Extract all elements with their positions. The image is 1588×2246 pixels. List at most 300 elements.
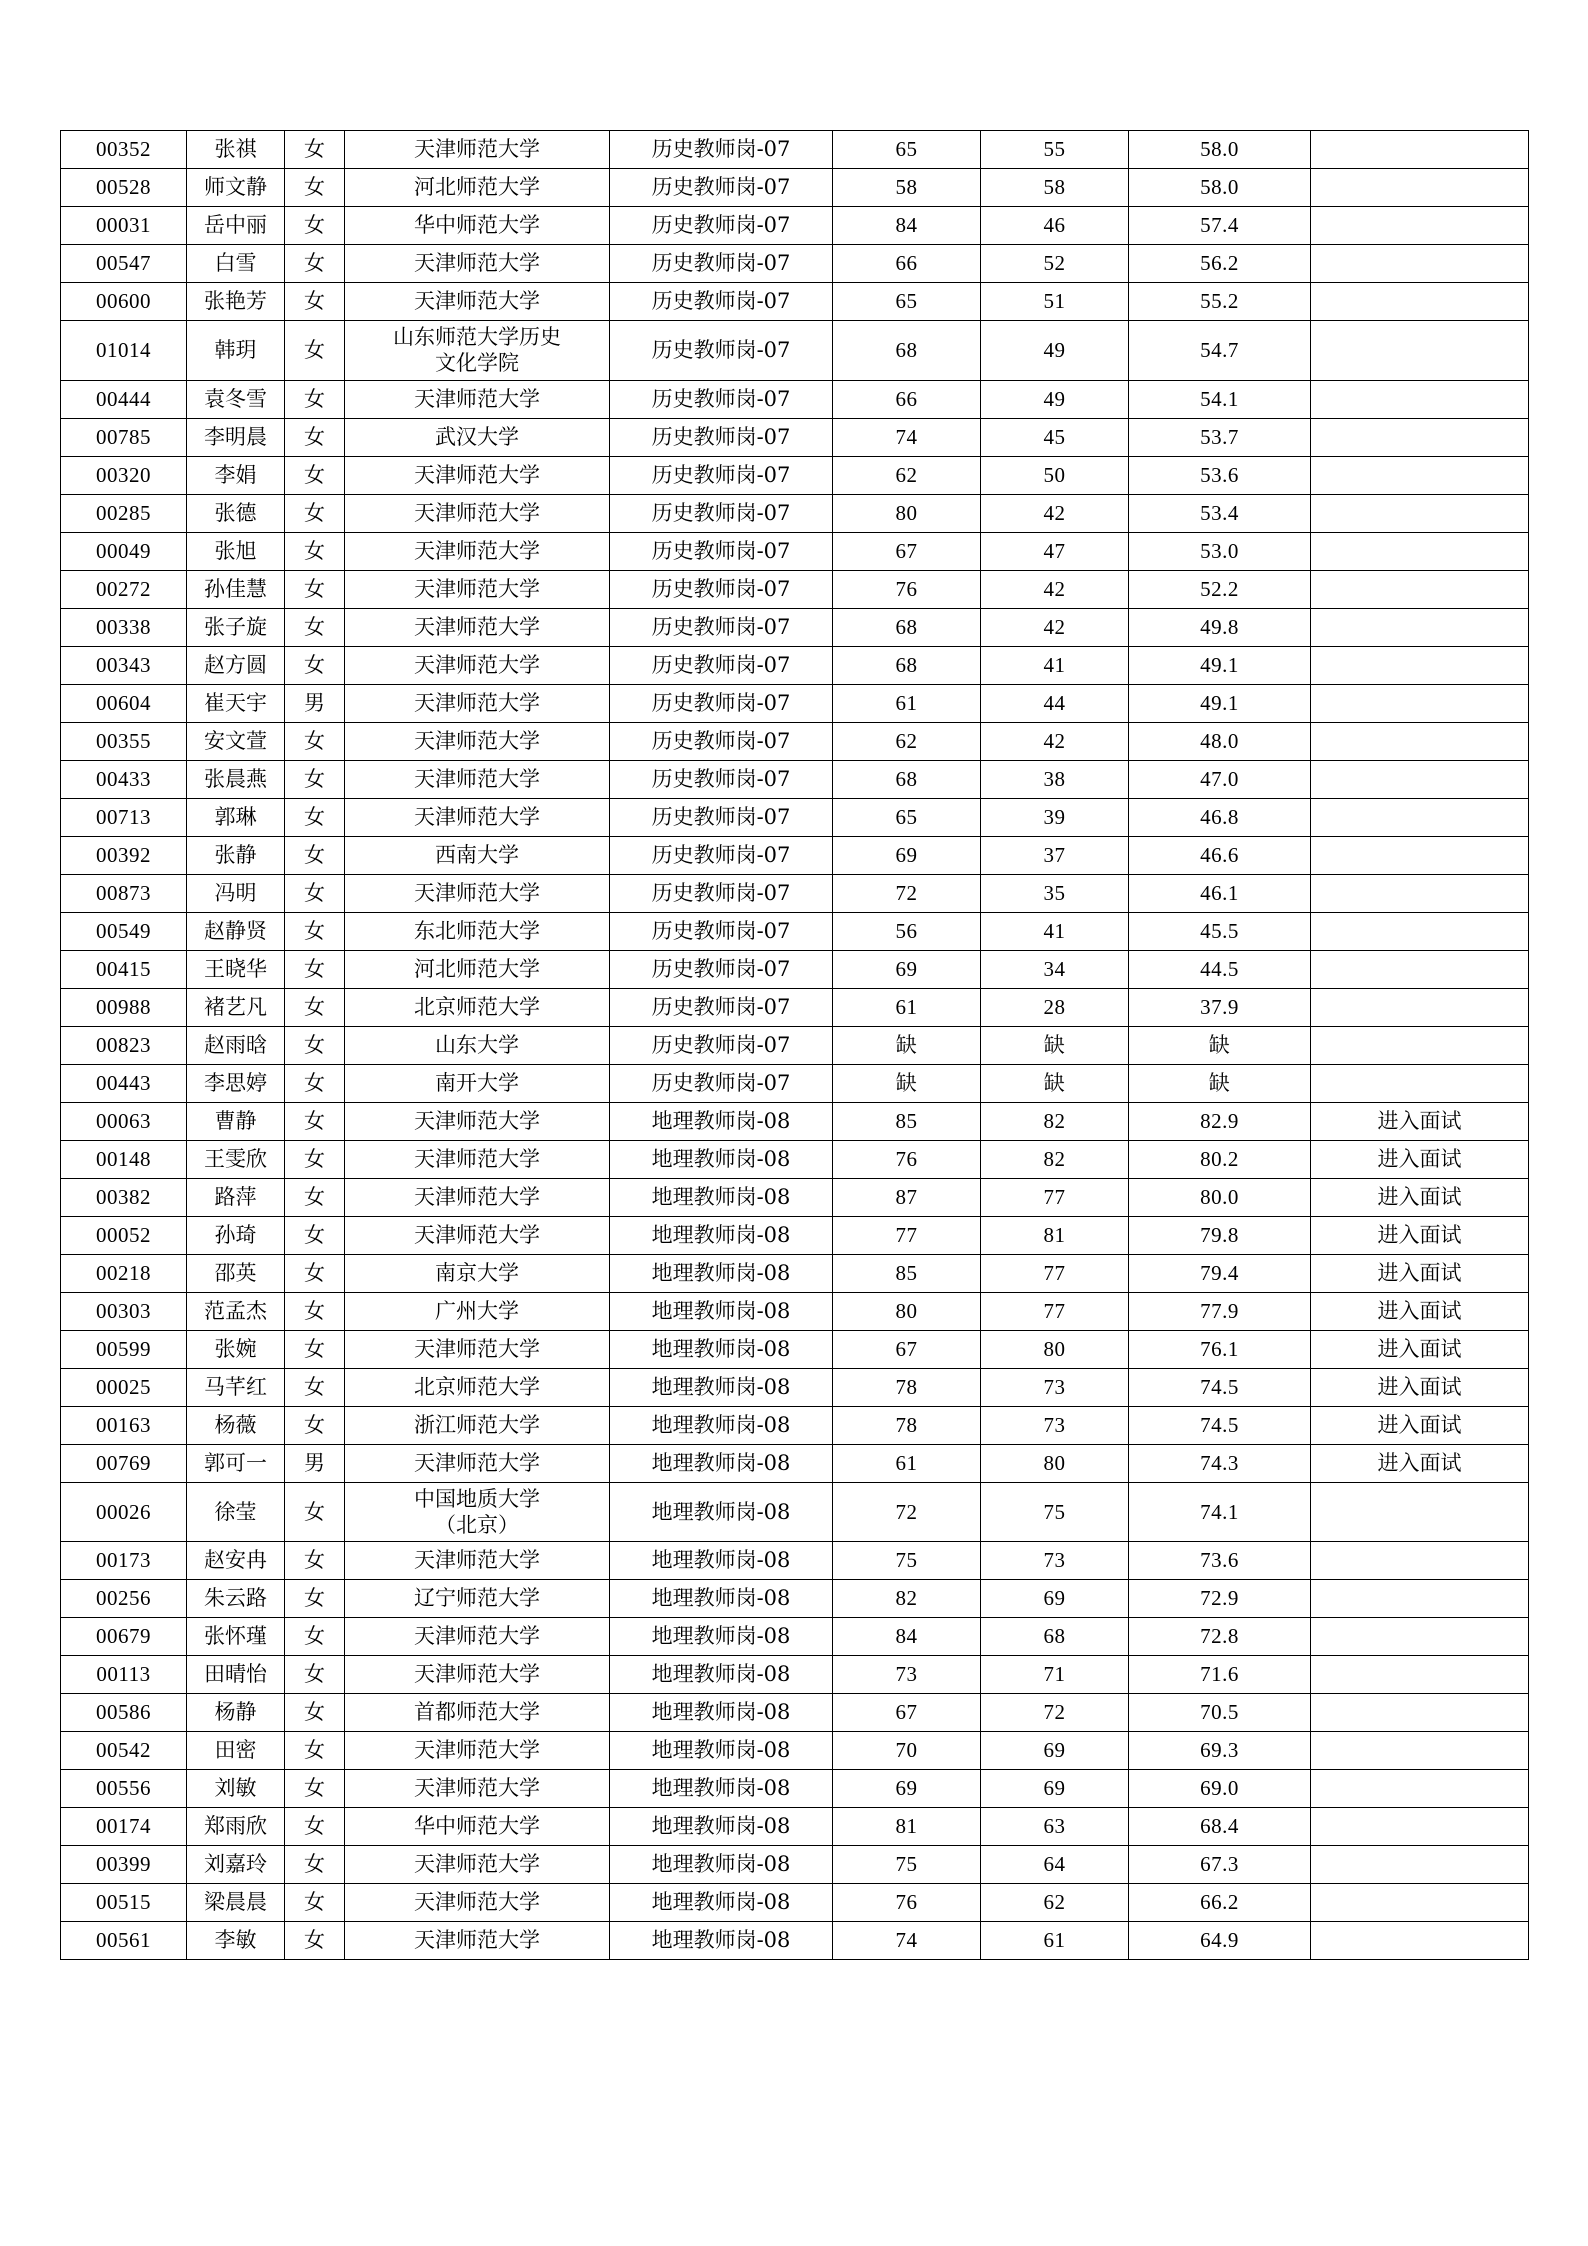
cell-total-score: 70.5 (1129, 1694, 1311, 1732)
cell-result (1311, 912, 1529, 950)
cell-score-1: 80 (833, 494, 981, 532)
cell-result (1311, 1808, 1529, 1846)
cell-result (1311, 1656, 1529, 1694)
cell-post: 历史教师岗-07 (610, 207, 833, 245)
cell-exam-id: 00988 (61, 988, 187, 1026)
cell-score-1: 65 (833, 131, 981, 169)
cell-school: 天津师范大学 (345, 1444, 610, 1482)
table-row (61, 950, 1529, 988)
cell-post: 地理教师岗-08 (610, 1770, 833, 1808)
cell-total-score: 49.1 (1129, 646, 1311, 684)
cell-total-score: 80.2 (1129, 1140, 1311, 1178)
cell-gender: 女 (285, 760, 345, 798)
cell-score-1: 缺 (833, 1026, 981, 1064)
cell-total-score: 47.0 (1129, 760, 1311, 798)
cell-post: 地理教师岗-08 (610, 1368, 833, 1406)
cell-total-score: 72.9 (1129, 1580, 1311, 1618)
cell-total-score: 53.4 (1129, 494, 1311, 532)
cell-post: 地理教师岗-08 (610, 1254, 833, 1292)
cell-candidate-name: 徐莹 (187, 1482, 285, 1542)
cell-gender: 女 (285, 380, 345, 418)
cell-score-1: 69 (833, 950, 981, 988)
cell-total-score: 74.5 (1129, 1406, 1311, 1444)
cell-result (1311, 1922, 1529, 1960)
cell-candidate-name: 张子旋 (187, 608, 285, 646)
cell-candidate-name: 安文萱 (187, 722, 285, 760)
cell-school: 浙江师范大学 (345, 1406, 610, 1444)
cell-total-score: 79.4 (1129, 1254, 1311, 1292)
cell-exam-id: 00547 (61, 245, 187, 283)
cell-gender: 女 (285, 1254, 345, 1292)
cell-post: 历史教师岗-07 (610, 874, 833, 912)
cell-exam-id: 00031 (61, 207, 187, 245)
cell-score-2: 69 (981, 1732, 1129, 1770)
cell-candidate-name: 邵英 (187, 1254, 285, 1292)
cell-post: 历史教师岗-07 (610, 950, 833, 988)
cell-candidate-name: 张晨燕 (187, 760, 285, 798)
cell-result (1311, 1770, 1529, 1808)
cell-candidate-name: 岳中丽 (187, 207, 285, 245)
cell-post: 地理教师岗-08 (610, 1482, 833, 1542)
cell-score-2: 73 (981, 1406, 1129, 1444)
table-row (61, 1922, 1529, 1960)
cell-gender: 女 (285, 1846, 345, 1884)
cell-school: 北京师范大学 (345, 988, 610, 1026)
cell-total-score: 45.5 (1129, 912, 1311, 950)
cell-exam-id: 00713 (61, 798, 187, 836)
cell-exam-id: 00549 (61, 912, 187, 950)
cell-exam-id: 00556 (61, 1770, 187, 1808)
cell-post: 历史教师岗-07 (610, 131, 833, 169)
table-row (61, 1542, 1529, 1580)
cell-exam-id: 00542 (61, 1732, 187, 1770)
table-row (61, 1292, 1529, 1330)
cell-post: 地理教师岗-08 (610, 1292, 833, 1330)
cell-result (1311, 494, 1529, 532)
cell-gender: 女 (285, 912, 345, 950)
cell-candidate-name: 赵静贤 (187, 912, 285, 950)
cell-gender: 女 (285, 798, 345, 836)
cell-score-2: 37 (981, 836, 1129, 874)
cell-result (1311, 760, 1529, 798)
cell-score-2: 52 (981, 245, 1129, 283)
cell-gender: 女 (285, 608, 345, 646)
table-row (61, 608, 1529, 646)
cell-result (1311, 1026, 1529, 1064)
cell-candidate-name: 孙佳慧 (187, 570, 285, 608)
cell-exam-id: 00785 (61, 418, 187, 456)
cell-total-score: 49.8 (1129, 608, 1311, 646)
cell-total-score: 82.9 (1129, 1102, 1311, 1140)
cell-score-2: 73 (981, 1542, 1129, 1580)
cell-exam-id: 00256 (61, 1580, 187, 1618)
table-row (61, 1846, 1529, 1884)
cell-score-2: 42 (981, 494, 1129, 532)
cell-candidate-name: 郑雨欣 (187, 1808, 285, 1846)
cell-post: 历史教师岗-07 (610, 283, 833, 321)
cell-result: 进入面试 (1311, 1254, 1529, 1292)
cell-score-1: 77 (833, 1216, 981, 1254)
cell-result (1311, 532, 1529, 570)
cell-score-2: 34 (981, 950, 1129, 988)
cell-score-1: 66 (833, 380, 981, 418)
cell-result (1311, 1580, 1529, 1618)
cell-gender: 女 (285, 874, 345, 912)
cell-score-1: 78 (833, 1406, 981, 1444)
cell-exam-id: 00515 (61, 1884, 187, 1922)
cell-score-1: 76 (833, 1140, 981, 1178)
cell-score-2: 69 (981, 1580, 1129, 1618)
cell-candidate-name: 李敏 (187, 1922, 285, 1960)
cell-exam-id: 00415 (61, 950, 187, 988)
table-row (61, 1026, 1529, 1064)
cell-score-1: 68 (833, 608, 981, 646)
cell-total-score: 71.6 (1129, 1656, 1311, 1694)
cell-score-1: 65 (833, 283, 981, 321)
cell-school: 天津师范大学 (345, 1102, 610, 1140)
cell-total-score: 66.2 (1129, 1884, 1311, 1922)
cell-score-1: 80 (833, 1292, 981, 1330)
cell-gender: 女 (285, 988, 345, 1026)
cell-post: 地理教师岗-08 (610, 1884, 833, 1922)
cell-result (1311, 321, 1529, 381)
cell-result (1311, 836, 1529, 874)
cell-exam-id: 00392 (61, 836, 187, 874)
cell-candidate-name: 张旭 (187, 532, 285, 570)
cell-result: 进入面试 (1311, 1140, 1529, 1178)
cell-school: 河北师范大学 (345, 950, 610, 988)
table-row (61, 684, 1529, 722)
cell-gender: 女 (285, 1618, 345, 1656)
cell-school: 辽宁师范大学 (345, 1580, 610, 1618)
cell-candidate-name: 田密 (187, 1732, 285, 1770)
cell-score-2: 35 (981, 874, 1129, 912)
cell-exam-id: 00063 (61, 1102, 187, 1140)
cell-score-1: 74 (833, 1922, 981, 1960)
cell-exam-id: 00343 (61, 646, 187, 684)
cell-school: 天津师范大学 (345, 1846, 610, 1884)
cell-score-2: 75 (981, 1482, 1129, 1542)
cell-gender: 女 (285, 321, 345, 381)
cell-school: 天津师范大学 (345, 494, 610, 532)
cell-score-2: 42 (981, 722, 1129, 760)
cell-gender: 女 (285, 1922, 345, 1960)
cell-school: 天津师范大学 (345, 131, 610, 169)
cell-score-1: 61 (833, 684, 981, 722)
cell-result (1311, 169, 1529, 207)
cell-candidate-name: 张静 (187, 836, 285, 874)
cell-gender: 女 (285, 494, 345, 532)
cell-score-2: 45 (981, 418, 1129, 456)
cell-score-1: 78 (833, 1368, 981, 1406)
cell-school: 中国地质大学 （北京） (345, 1482, 610, 1542)
cell-post: 历史教师岗-07 (610, 798, 833, 836)
cell-school: 武汉大学 (345, 418, 610, 456)
cell-post: 地理教师岗-08 (610, 1140, 833, 1178)
cell-total-score: 74.1 (1129, 1482, 1311, 1542)
cell-exam-id: 00561 (61, 1922, 187, 1960)
table-row (61, 1884, 1529, 1922)
cell-total-score: 46.1 (1129, 874, 1311, 912)
cell-school: 天津师范大学 (345, 646, 610, 684)
cell-score-2: 缺 (981, 1064, 1129, 1102)
cell-result: 进入面试 (1311, 1368, 1529, 1406)
cell-candidate-name: 赵方圆 (187, 646, 285, 684)
cell-score-2: 42 (981, 608, 1129, 646)
cell-exam-id: 00586 (61, 1694, 187, 1732)
cell-post: 历史教师岗-07 (610, 321, 833, 381)
cell-result: 进入面试 (1311, 1444, 1529, 1482)
cell-score-1: 85 (833, 1102, 981, 1140)
cell-result (1311, 245, 1529, 283)
cell-score-1: 61 (833, 1444, 981, 1482)
cell-candidate-name: 师文静 (187, 169, 285, 207)
cell-score-1: 87 (833, 1178, 981, 1216)
cell-score-2: 69 (981, 1770, 1129, 1808)
cell-exam-id: 00600 (61, 283, 187, 321)
cell-gender: 女 (285, 1770, 345, 1808)
cell-post: 历史教师岗-07 (610, 456, 833, 494)
table-row (61, 722, 1529, 760)
cell-result (1311, 608, 1529, 646)
table-row (61, 760, 1529, 798)
cell-exam-id: 00303 (61, 1292, 187, 1330)
table-row (61, 380, 1529, 418)
table-row (61, 321, 1529, 381)
table-row (61, 418, 1529, 456)
cell-gender: 女 (285, 1216, 345, 1254)
cell-score-1: 67 (833, 1330, 981, 1368)
cell-candidate-name: 杨薇 (187, 1406, 285, 1444)
cell-post: 历史教师岗-07 (610, 684, 833, 722)
cell-candidate-name: 杨静 (187, 1694, 285, 1732)
cell-total-score: 58.0 (1129, 131, 1311, 169)
table-row (61, 1580, 1529, 1618)
cell-total-score: 52.2 (1129, 570, 1311, 608)
cell-candidate-name: 白雪 (187, 245, 285, 283)
table-row (61, 570, 1529, 608)
table-row (61, 912, 1529, 950)
cell-post: 地理教师岗-08 (610, 1580, 833, 1618)
cell-candidate-name: 路萍 (187, 1178, 285, 1216)
cell-total-score: 72.8 (1129, 1618, 1311, 1656)
cell-score-2: 49 (981, 321, 1129, 381)
table-row (61, 1808, 1529, 1846)
cell-gender: 女 (285, 1884, 345, 1922)
table-row (61, 169, 1529, 207)
cell-gender: 女 (285, 207, 345, 245)
cell-gender: 女 (285, 722, 345, 760)
table-row (61, 1406, 1529, 1444)
cell-result (1311, 1618, 1529, 1656)
cell-total-score: 44.5 (1129, 950, 1311, 988)
cell-exam-id: 00173 (61, 1542, 187, 1580)
cell-score-1: 缺 (833, 1064, 981, 1102)
cell-post: 地理教师岗-08 (610, 1618, 833, 1656)
cell-score-1: 84 (833, 1618, 981, 1656)
cell-result (1311, 950, 1529, 988)
cell-exam-id: 00026 (61, 1482, 187, 1542)
cell-exam-id: 00443 (61, 1064, 187, 1102)
cell-gender: 女 (285, 1140, 345, 1178)
cell-gender: 女 (285, 169, 345, 207)
cell-post: 地理教师岗-08 (610, 1656, 833, 1694)
cell-school: 天津师范大学 (345, 608, 610, 646)
cell-gender: 女 (285, 1102, 345, 1140)
cell-total-score: 73.6 (1129, 1542, 1311, 1580)
table-row (61, 245, 1529, 283)
cell-exam-id: 00679 (61, 1618, 187, 1656)
cell-school: 天津师范大学 (345, 1770, 610, 1808)
cell-score-1: 84 (833, 207, 981, 245)
cell-candidate-name: 刘敏 (187, 1770, 285, 1808)
cell-score-1: 62 (833, 722, 981, 760)
cell-result (1311, 1694, 1529, 1732)
cell-result: 进入面试 (1311, 1216, 1529, 1254)
cell-gender: 女 (285, 245, 345, 283)
table-row (61, 874, 1529, 912)
cell-score-2: 51 (981, 283, 1129, 321)
cell-score-2: 72 (981, 1694, 1129, 1732)
table-row (61, 988, 1529, 1026)
cell-score-2: 80 (981, 1444, 1129, 1482)
cell-result: 进入面试 (1311, 1292, 1529, 1330)
cell-total-score: 69.0 (1129, 1770, 1311, 1808)
cell-score-2: 38 (981, 760, 1129, 798)
cell-score-1: 75 (833, 1846, 981, 1884)
cell-score-2: 42 (981, 570, 1129, 608)
cell-score-2: 50 (981, 456, 1129, 494)
cell-exam-id: 00052 (61, 1216, 187, 1254)
cell-gender: 女 (285, 532, 345, 570)
cell-gender: 女 (285, 1064, 345, 1102)
cell-total-score: 缺 (1129, 1064, 1311, 1102)
cell-school: 天津师范大学 (345, 1178, 610, 1216)
cell-score-1: 65 (833, 798, 981, 836)
cell-school: 华中师范大学 (345, 207, 610, 245)
cell-result (1311, 988, 1529, 1026)
cell-score-1: 85 (833, 1254, 981, 1292)
cell-candidate-name: 韩玥 (187, 321, 285, 381)
cell-post: 历史教师岗-07 (610, 570, 833, 608)
cell-post: 历史教师岗-07 (610, 380, 833, 418)
cell-post: 地理教师岗-08 (610, 1808, 833, 1846)
cell-total-score: 53.0 (1129, 532, 1311, 570)
table-row (61, 1770, 1529, 1808)
cell-score-1: 82 (833, 1580, 981, 1618)
cell-result (1311, 1884, 1529, 1922)
table-row (61, 131, 1529, 169)
cell-score-2: 81 (981, 1216, 1129, 1254)
cell-score-1: 56 (833, 912, 981, 950)
table-row (61, 1444, 1529, 1482)
table-row (61, 1102, 1529, 1140)
cell-gender: 男 (285, 1444, 345, 1482)
cell-school: 天津师范大学 (345, 1732, 610, 1770)
cell-score-2: 39 (981, 798, 1129, 836)
cell-result (1311, 418, 1529, 456)
cell-candidate-name: 朱云路 (187, 1580, 285, 1618)
table-row (61, 494, 1529, 532)
cell-gender: 女 (285, 1542, 345, 1580)
cell-school: 天津师范大学 (345, 1656, 610, 1694)
cell-post: 地理教师岗-08 (610, 1542, 833, 1580)
cell-exam-id: 00873 (61, 874, 187, 912)
cell-post: 历史教师岗-07 (610, 988, 833, 1026)
table-row (61, 456, 1529, 494)
cell-result: 进入面试 (1311, 1330, 1529, 1368)
cell-post: 地理教师岗-08 (610, 1178, 833, 1216)
cell-exam-id: 00025 (61, 1368, 187, 1406)
cell-school: 天津师范大学 (345, 760, 610, 798)
cell-result (1311, 380, 1529, 418)
cell-school: 南开大学 (345, 1064, 610, 1102)
cell-school: 广州大学 (345, 1292, 610, 1330)
cell-post: 历史教师岗-07 (610, 722, 833, 760)
table-row (61, 283, 1529, 321)
cell-school: 北京师范大学 (345, 1368, 610, 1406)
cell-candidate-name: 张艳芳 (187, 283, 285, 321)
cell-school: 山东大学 (345, 1026, 610, 1064)
cell-total-score: 53.6 (1129, 456, 1311, 494)
table-row (61, 1618, 1529, 1656)
table-row (61, 1732, 1529, 1770)
cell-score-2: 缺 (981, 1026, 1129, 1064)
cell-total-score: 49.1 (1129, 684, 1311, 722)
table-row (61, 798, 1529, 836)
cell-gender: 女 (285, 1808, 345, 1846)
cell-score-2: 46 (981, 207, 1129, 245)
cell-score-2: 49 (981, 380, 1129, 418)
cell-total-score: 76.1 (1129, 1330, 1311, 1368)
cell-score-2: 73 (981, 1368, 1129, 1406)
cell-score-1: 81 (833, 1808, 981, 1846)
cell-post: 历史教师岗-07 (610, 646, 833, 684)
cell-gender: 女 (285, 1694, 345, 1732)
cell-school: 天津师范大学 (345, 874, 610, 912)
cell-result (1311, 798, 1529, 836)
cell-exam-id: 00382 (61, 1178, 187, 1216)
cell-school: 天津师范大学 (345, 1618, 610, 1656)
cell-score-1: 75 (833, 1542, 981, 1580)
cell-score-2: 61 (981, 1922, 1129, 1960)
cell-result (1311, 1846, 1529, 1884)
cell-total-score: 57.4 (1129, 207, 1311, 245)
cell-gender: 男 (285, 684, 345, 722)
cell-school: 天津师范大学 (345, 684, 610, 722)
cell-post: 地理教师岗-08 (610, 1406, 833, 1444)
cell-result (1311, 456, 1529, 494)
cell-candidate-name: 田晴怡 (187, 1656, 285, 1694)
cell-score-2: 77 (981, 1178, 1129, 1216)
cell-candidate-name: 张德 (187, 494, 285, 532)
score-table-body (61, 131, 1529, 1960)
cell-candidate-name: 崔天宇 (187, 684, 285, 722)
cell-gender: 女 (285, 836, 345, 874)
cell-gender: 女 (285, 1732, 345, 1770)
cell-total-score: 37.9 (1129, 988, 1311, 1026)
cell-candidate-name: 赵安冉 (187, 1542, 285, 1580)
cell-exam-id: 00355 (61, 722, 187, 760)
cell-exam-id: 00272 (61, 570, 187, 608)
cell-school: 天津师范大学 (345, 245, 610, 283)
cell-candidate-name: 张怀瑾 (187, 1618, 285, 1656)
cell-result (1311, 1064, 1529, 1102)
cell-candidate-name: 范孟杰 (187, 1292, 285, 1330)
cell-result (1311, 570, 1529, 608)
table-row (61, 1140, 1529, 1178)
cell-school: 首都师范大学 (345, 1694, 610, 1732)
